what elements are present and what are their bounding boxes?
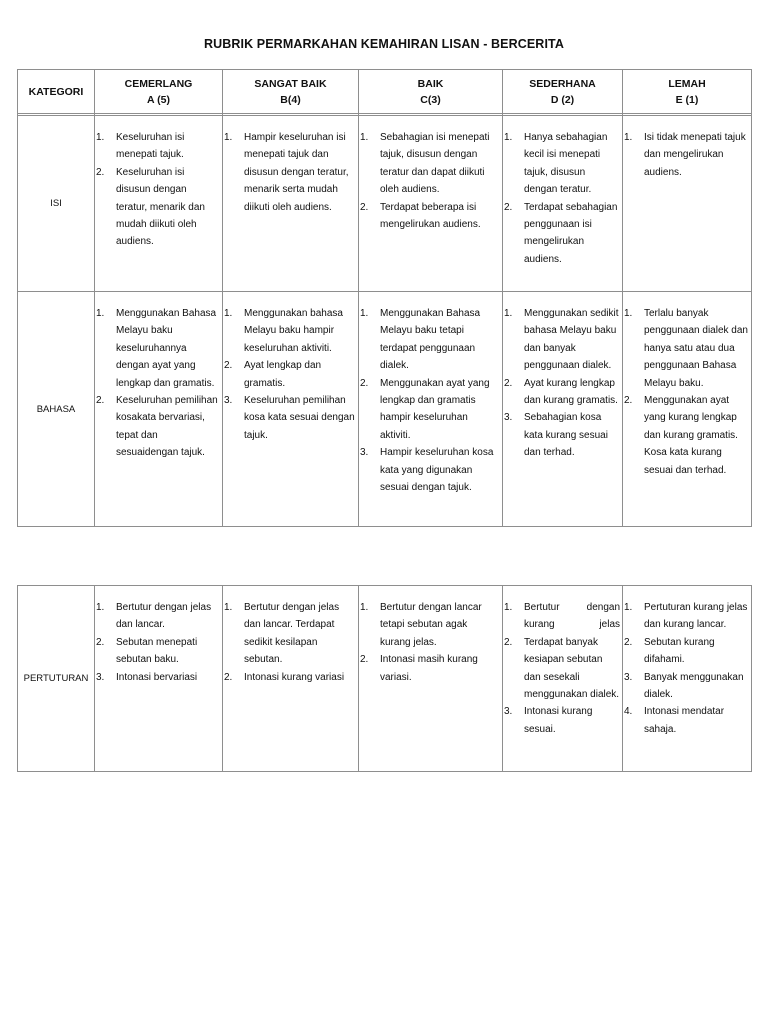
category-isi: ISI: [18, 116, 95, 292]
list-item: 1. Terlalu banyak penggunaan dialek dan hanya satu atau dua penggunaan Bahasa Melayu baku.: [624, 308, 748, 389]
list-item: 2. Ayat lengkap dan gramatis.: [224, 360, 322, 389]
header-lemah: [623, 70, 752, 114]
list-item: 3. Intonasi kurang sesuai.: [504, 706, 593, 735]
cell-pertuturan-sederhana: [503, 586, 623, 772]
list-item: 1. Bertutur dengan lancar tetapi sebutan agak kurang jelas.: [360, 602, 482, 648]
header-sangat-baik: [223, 70, 359, 114]
header-row: [18, 70, 752, 114]
list-item: 2. Intonasi masih kurang variasi.: [360, 654, 478, 683]
cell-bahasa-sangat-baik: [223, 292, 359, 527]
list-item: 2. Sebutan kurang difahami.: [624, 636, 715, 666]
list-item: 3. Hampir keseluruhan kosa kata yang digunakan sesuai dengan tajuk.: [360, 447, 494, 494]
row-bahasa: [18, 292, 752, 527]
list-item: 2. Ayat kurang lengkap dan kurang gramatis.: [504, 377, 618, 407]
list-item: 3. Keseluruhan pemilihan kosa kata sesuai dengan tajuk.: [224, 395, 355, 441]
list-item: 1. Hampir keseluruhan isi menepati tajuk dan disusun dengan teratur, menarik serta mudah diikuti oleh audiens.: [224, 132, 349, 213]
row-isi: [18, 116, 752, 292]
list-item: 2. Sebutan menepati sebutan baku.: [96, 636, 198, 666]
cell-bahasa-lemah: [623, 292, 752, 527]
list-item: 1. Isi tidak menepati tajuk dan mengelirukan audiens.: [624, 132, 746, 178]
list-item: 3. Intonasi bervariasi: [96, 671, 198, 683]
list-item: 4. Intonasi mendatar sahaja.: [624, 706, 725, 735]
list-item: 1. Menggunakan sedikit bahasa Melayu baku dan banyak penggunaan dialek.: [504, 308, 619, 372]
category-pertuturan: PERTUTURAN: [18, 586, 95, 772]
list-item: 1. Menggunakan Bahasa Melayu baku keseluruhannya dengan ayat yang lengkap dan gramatis.: [96, 308, 217, 389]
cell-isi-sangat-baik: [223, 116, 359, 292]
list-item: 2. Keseluruhan pemilihan kosakata bervariasi, tepat dan sesuaidengan tajuk.: [96, 395, 218, 459]
list-item: 1. Bertutur dengan jelas dan lancar.: [96, 602, 212, 631]
cell-pertuturan-cemerlang: [95, 586, 223, 772]
cell-pertuturan-lemah: [623, 586, 752, 772]
header-cemerlang: [95, 70, 223, 114]
header-baik: [359, 70, 503, 114]
cell-bahasa-sederhana: [503, 292, 623, 527]
level-name: BAIK: [417, 77, 444, 90]
header-kategori: KATEGORI: [18, 70, 95, 114]
cell-bahasa-baik: [359, 292, 503, 527]
header-sederhana: [503, 70, 623, 114]
cell-pertuturan-baik: [359, 586, 503, 772]
rubric-table: [17, 69, 752, 527]
list-item: 1. Sebahagian isi menepati tajuk, disusun dengan teratur dan dapat diikuti oleh audiens.: [360, 132, 490, 196]
cell-bahasa-cemerlang: [95, 292, 223, 527]
level-score: A (5): [147, 93, 170, 106]
list-item: 3. Banyak menggunakan dialek.: [624, 671, 744, 701]
list-item: 2. Terdapat beberapa isi mengelirukan audiens.: [360, 201, 481, 231]
level-score: B(4): [280, 93, 301, 106]
level-score: E (1): [675, 93, 699, 106]
list-item: 1. Menggunakan bahasa Melayu baku hampir keseluruhan aktiviti.: [224, 308, 343, 354]
list-item: 2. Menggunakan ayat yang kurang lengkap dan kurang gramatis. Kosa kata kurang sesuai dan terhad.: [624, 395, 738, 476]
list-item: 2. Keseluruhan isi disusun dengan teratur, menarik dan mudah diikuti oleh audiens.: [96, 166, 205, 248]
list-item: 1. Menggunakan Bahasa Melayu baku tetapi terdapat penggunaan dialek.: [360, 308, 481, 372]
category-bahasa: BAHASA: [18, 292, 95, 527]
cell-isi-sederhana: [503, 116, 623, 292]
list-item: 1. Keseluruhan isi menepati tajuk.: [96, 132, 185, 161]
list-item: 1. Bertutur dengan jelas dan lancar. Terdapat sedikit kesilapan sebutan.: [224, 602, 340, 666]
cell-isi-lemah: [623, 116, 752, 292]
page-title: RUBRIK PERMARKAHAN KEMAHIRAN LISAN - BERCERITA: [204, 37, 564, 51]
list-item: 2. Intonasi kurang variasi: [224, 671, 345, 683]
cell-isi-cemerlang: [95, 116, 223, 292]
cell-isi-baik: [359, 116, 503, 292]
level-name: CEMERLANG: [124, 77, 193, 90]
list-item: 2. Terdapat sebahagian penggunaan isi mengelirukan audiens.: [504, 201, 618, 265]
level-score: D (2): [550, 93, 575, 106]
list-item: 3. Sebahagian kosa kata kurang sesuai dan terhad.: [504, 412, 608, 459]
level-name: LEMAH: [668, 77, 706, 90]
list-item: 1. Hanya sebahagian kecil isi menepati tajuk, disusun dengan teratur.: [504, 132, 608, 196]
level-name: SEDERHANA: [529, 77, 596, 90]
list-item: 1. Bertutur dengan kurang jelas: [504, 602, 620, 631]
rubric-table-continued: [17, 585, 752, 772]
list-item: 2. Terdapat banyak kesiapan sebutan dan sesekali menggunakan dialek.: [504, 636, 620, 701]
level-name: SANGAT BAIK: [254, 77, 327, 90]
cell-pertuturan-sangat-baik: [223, 586, 359, 772]
list-item: 2. Menggunakan ayat yang lengkap dan gramatis hampir keseluruhan aktiviti.: [360, 377, 490, 441]
list-item: 1. Pertuturan kurang jelas dan kurang lancar.: [624, 602, 748, 631]
level-score: C(3): [420, 93, 441, 106]
row-pertuturan: [18, 586, 752, 772]
